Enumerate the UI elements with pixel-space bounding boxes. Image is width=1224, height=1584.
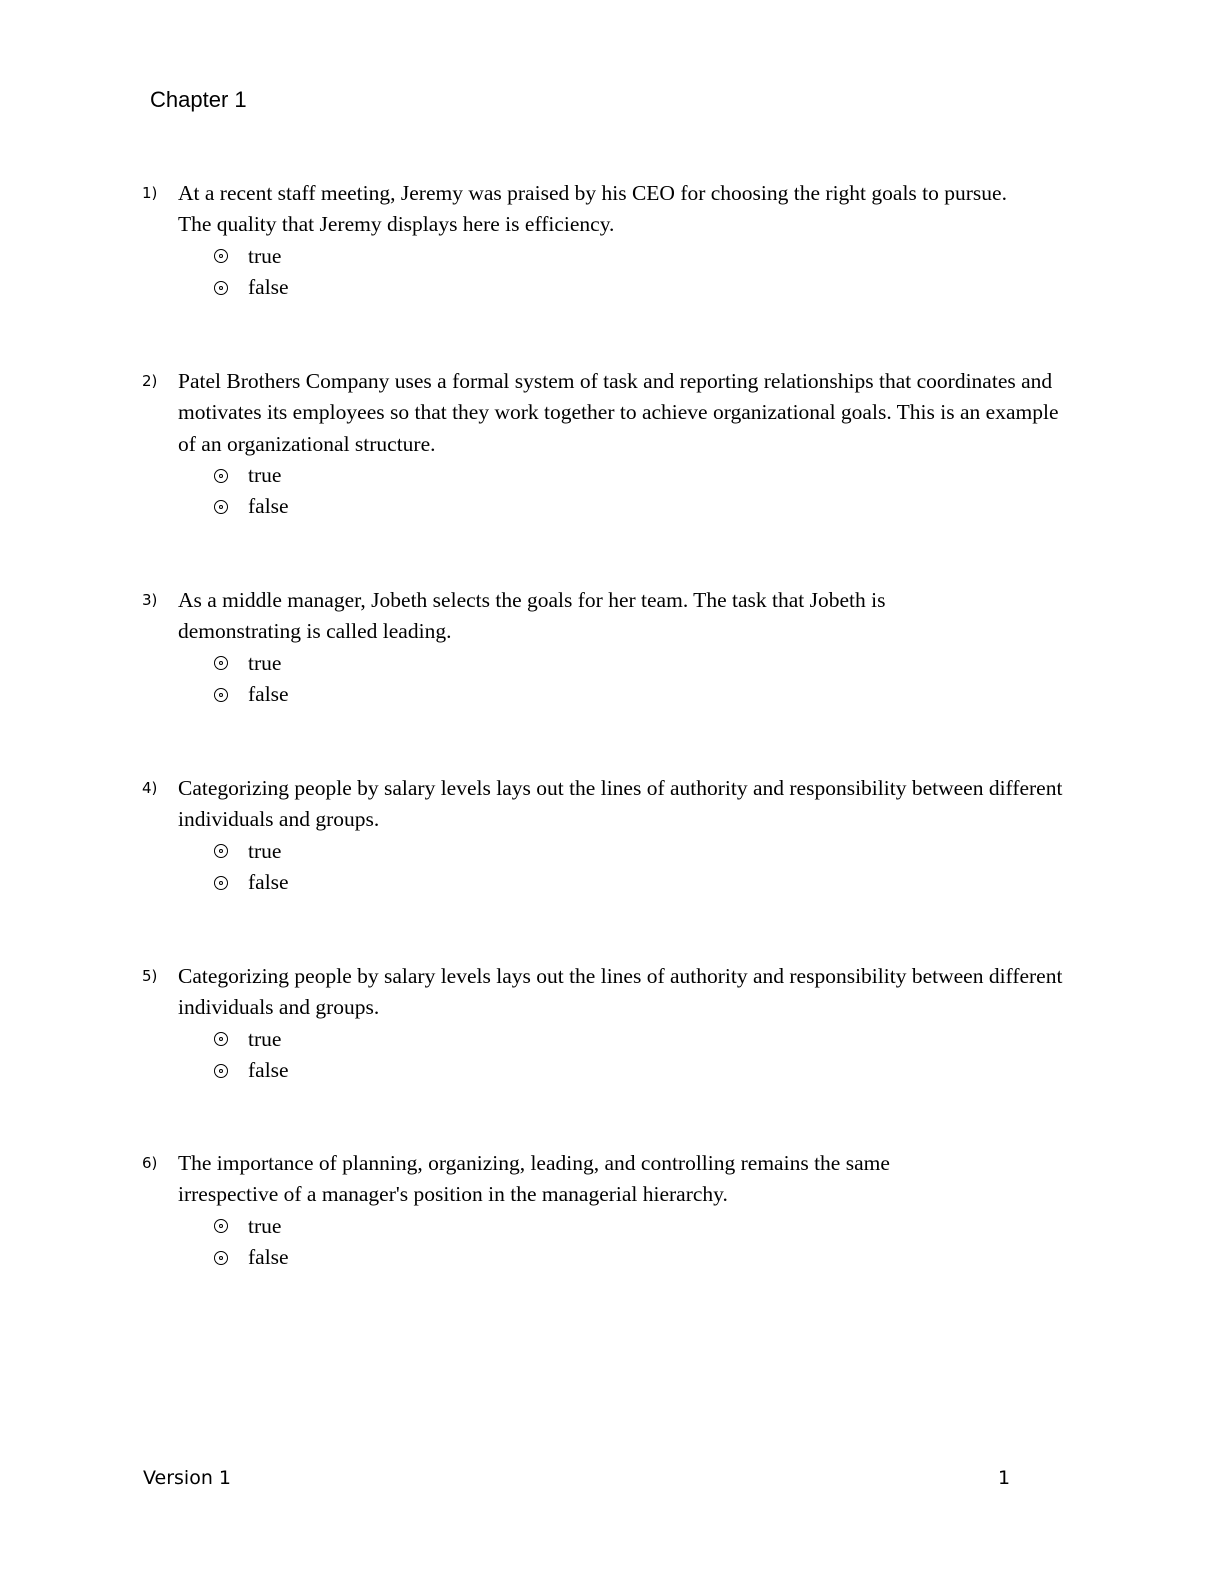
option-false[interactable] — [214, 491, 1082, 522]
option-true[interactable] — [214, 648, 1082, 679]
option-label: true — [248, 650, 282, 675]
question-2 — [142, 366, 1082, 522]
option-label: true — [248, 838, 282, 863]
option-label: true — [248, 243, 282, 268]
option-label: true — [248, 1213, 282, 1238]
option-true[interactable] — [214, 1024, 1082, 1055]
question-6 — [142, 1148, 1082, 1273]
question-number: 2) — [142, 372, 158, 390]
question-text: The importance of planning, organizing, leading, and controlling remains the same irrespective of a manager's position in the managerial hierarchy. — [178, 1151, 890, 1207]
question-number: 1) — [142, 184, 158, 202]
radio-button-icon[interactable] — [214, 1219, 228, 1233]
radio-button-icon[interactable] — [214, 688, 228, 702]
radio-button-icon[interactable] — [214, 1064, 228, 1078]
question-text: Categorizing people by salary levels lays out the lines of authority and responsibility between different individuals and groups. — [178, 776, 1063, 832]
answer-options — [214, 460, 1082, 523]
option-label: true — [248, 1026, 282, 1051]
option-label: false — [248, 274, 289, 299]
option-label: false — [248, 1244, 289, 1269]
option-label: false — [248, 869, 289, 894]
chapter-title: Chapter 1 — [150, 87, 247, 112]
radio-button-icon[interactable] — [214, 656, 228, 670]
question-text: Categorizing people by salary levels lays out the lines of authority and responsibility between different individuals and groups. — [178, 964, 1063, 1020]
radio-button-icon[interactable] — [214, 876, 228, 890]
question-4 — [142, 773, 1082, 898]
question-text: As a middle manager, Jobeth selects the goals for her team. The task that Jobeth is demonstrating is called leading. — [178, 588, 886, 644]
question-text: At a recent staff meeting, Jeremy was praised by his CEO for choosing the right goals to pursue. The quality that Jeremy displays here is efficiency. — [178, 181, 1007, 237]
question-number: 3) — [142, 591, 158, 609]
radio-button-icon[interactable] — [214, 469, 228, 483]
option-label: true — [248, 462, 282, 487]
answer-options — [214, 241, 1082, 304]
question-5 — [142, 961, 1082, 1086]
answer-options — [214, 1211, 1082, 1274]
question-1 — [142, 178, 1082, 303]
answer-options — [214, 648, 1082, 711]
footer-page-number: 1 — [998, 1467, 1011, 1489]
option-false[interactable] — [214, 1242, 1082, 1273]
option-false[interactable] — [214, 679, 1082, 710]
footer-version: Version 1 — [143, 1467, 231, 1489]
question-number: 5) — [142, 967, 158, 985]
question-text: Patel Brothers Company uses a formal system of task and reporting relationships that coordinates and motivates its employees so that they work together to achieve organizational goals. This is an example of an organizational structure. — [178, 369, 1059, 456]
answer-options — [214, 1024, 1082, 1087]
option-false[interactable] — [214, 1055, 1082, 1086]
option-label: false — [248, 1057, 289, 1082]
option-true[interactable] — [214, 241, 1082, 272]
option-label: false — [248, 681, 289, 706]
radio-button-icon[interactable] — [214, 281, 228, 295]
radio-button-icon[interactable] — [214, 500, 228, 514]
option-false[interactable] — [214, 272, 1082, 303]
radio-button-icon[interactable] — [214, 249, 228, 263]
option-true[interactable] — [214, 460, 1082, 491]
radio-button-icon[interactable] — [214, 844, 228, 858]
radio-button-icon[interactable] — [214, 1251, 228, 1265]
option-label: false — [248, 494, 289, 519]
question-3 — [142, 585, 1082, 710]
option-true[interactable] — [214, 836, 1082, 867]
answer-options — [214, 836, 1082, 899]
option-true[interactable] — [214, 1211, 1082, 1242]
option-false[interactable] — [214, 867, 1082, 898]
question-number: 4) — [142, 779, 158, 797]
question-number: 6) — [142, 1154, 158, 1172]
radio-button-icon[interactable] — [214, 1032, 228, 1046]
